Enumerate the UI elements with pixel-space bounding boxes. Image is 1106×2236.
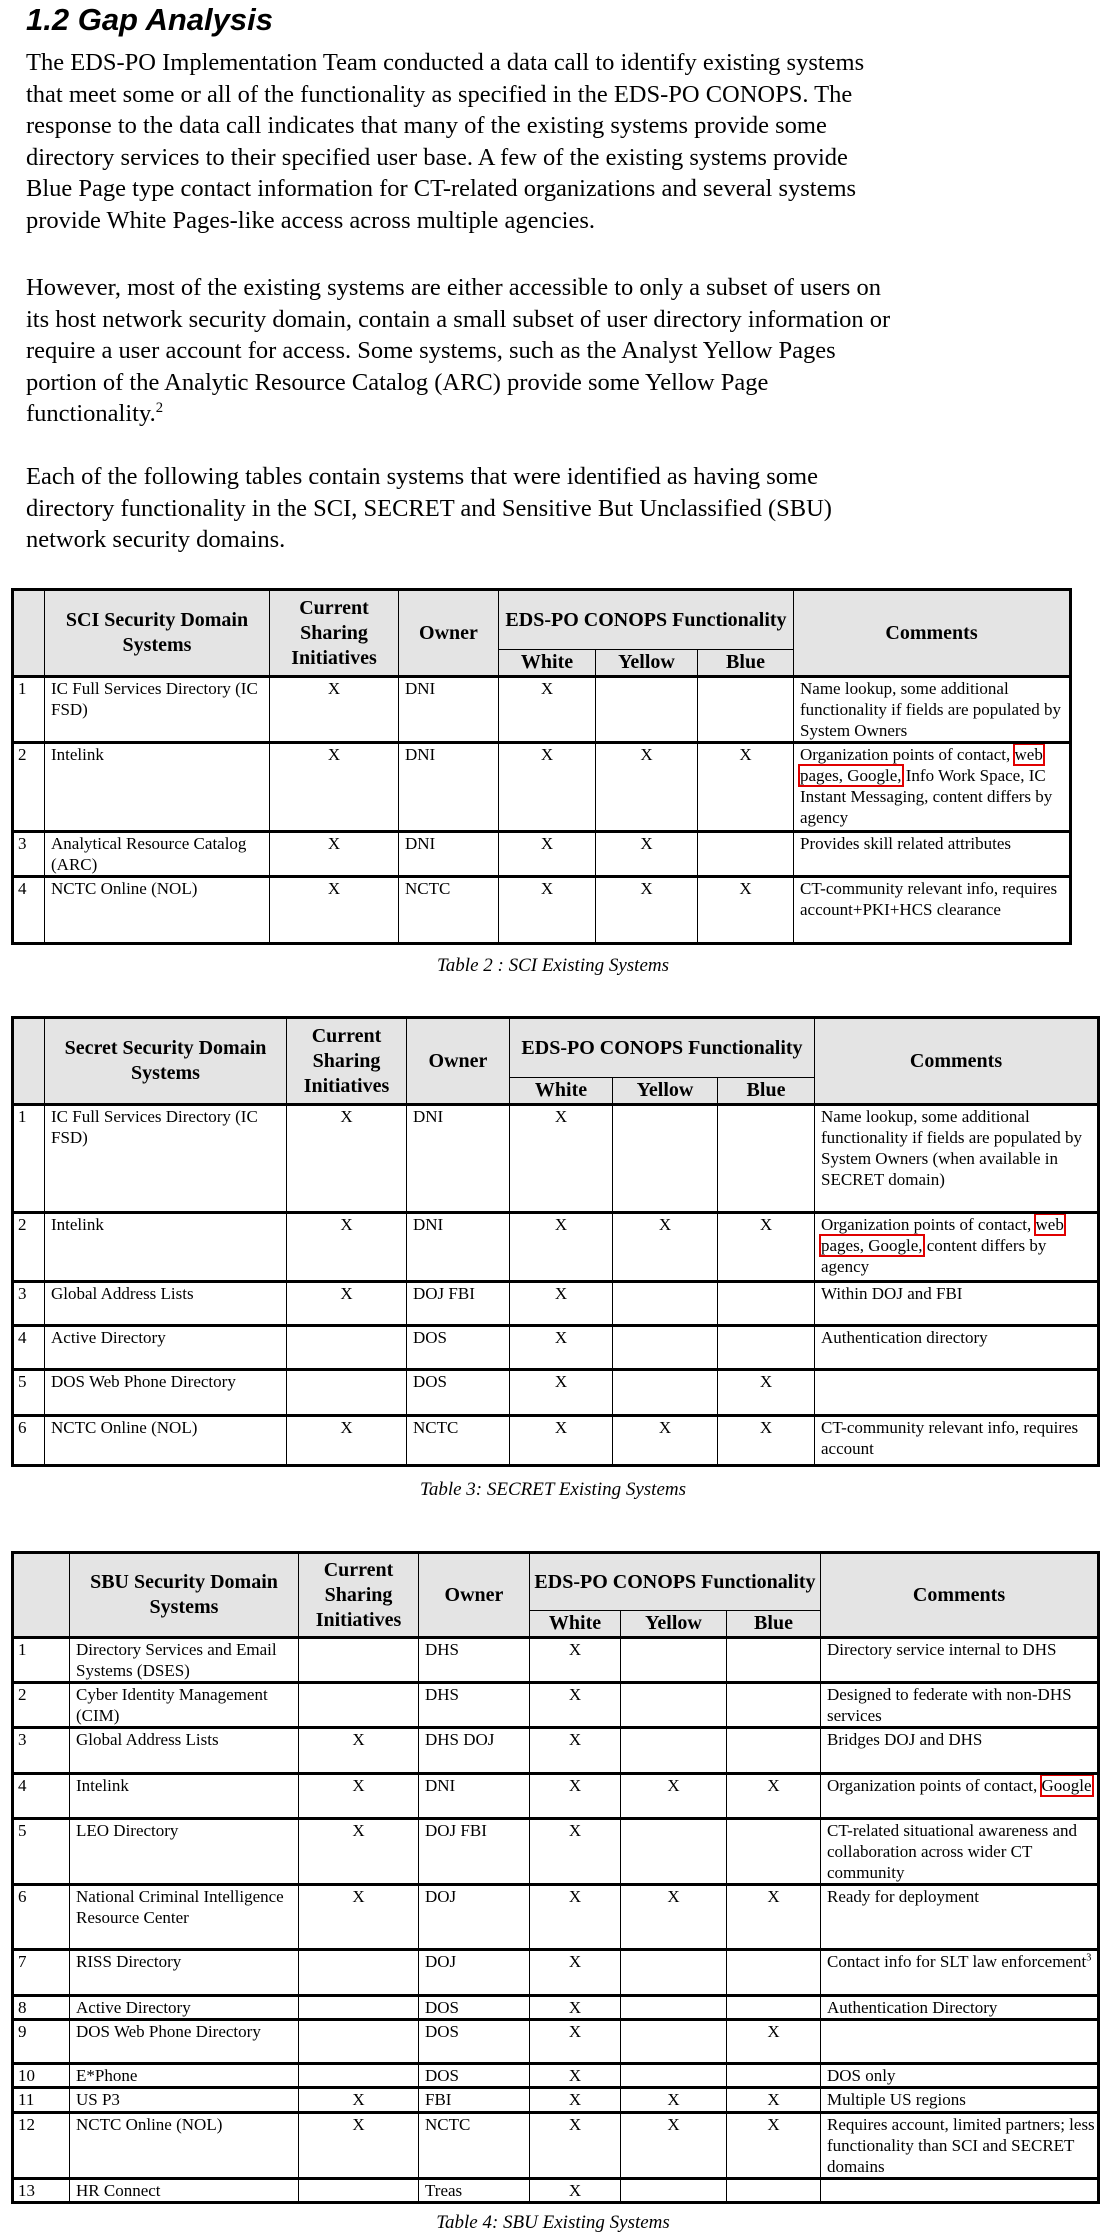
body-paragraph — [26, 461, 832, 556]
header-white: White — [499, 650, 596, 677]
owner: DOJ FBI — [419, 1819, 530, 1885]
comment — [821, 1774, 1099, 1819]
owner: DNI — [399, 743, 499, 832]
sharing-mark: X — [270, 832, 399, 877]
yellow-mark: X — [621, 2113, 727, 2179]
paragraph-line — [26, 205, 864, 237]
comment-text: Within DOJ and FBI — [821, 1284, 963, 1303]
yellow-mark — [621, 1728, 727, 1774]
blue-mark: X — [727, 1774, 821, 1819]
table-row — [13, 1282, 1099, 1326]
systems-table — [11, 1551, 1100, 2204]
row-number: 1 — [13, 677, 45, 743]
blue-mark — [727, 1683, 821, 1728]
system-name: LEO Directory — [70, 1819, 299, 1885]
blue-mark: X — [718, 1416, 815, 1466]
table-caption: Table 3: SECRET Existing Systems — [420, 1479, 686, 1500]
sharing-mark: X — [270, 877, 399, 944]
paragraph-line — [26, 47, 864, 79]
system-name: Active Directory — [45, 1326, 287, 1370]
blue-mark: X — [727, 2020, 821, 2064]
table-row — [13, 2113, 1099, 2179]
row-number: 1 — [13, 1105, 45, 1213]
comment — [821, 2064, 1099, 2088]
yellow-mark: X — [613, 1416, 718, 1466]
line-text: The EDS-PO Implementation Team conducted a data call to identify existing systems — [26, 49, 865, 76]
blue-mark: X — [727, 2088, 821, 2113]
owner: DNI — [419, 1774, 530, 1819]
white-mark: X — [499, 832, 596, 877]
system-name: E*Phone — [70, 2064, 299, 2088]
header-white: White — [530, 1611, 621, 1638]
comment-text: Directory service internal to DHS — [827, 1640, 1057, 1659]
comment-text: Contact info for SLT law enforcement — [827, 1952, 1087, 1971]
white-mark: X — [530, 2064, 621, 2088]
system-name: Directory Services and Email Systems (DSES) — [70, 1638, 299, 1683]
line-text: functionality. — [26, 400, 156, 427]
blue-mark — [727, 1819, 821, 1885]
yellow-mark — [621, 1996, 727, 2020]
yellow-mark: X — [596, 832, 698, 877]
yellow-mark — [621, 2020, 727, 2064]
table-row — [13, 1370, 1099, 1416]
sharing-mark — [299, 1950, 419, 1996]
blue-mark: X — [698, 877, 794, 944]
row-number: 3 — [13, 832, 45, 877]
system-name: HR Connect — [70, 2179, 299, 2203]
white-mark: X — [530, 1683, 621, 1728]
blue-mark — [718, 1105, 815, 1213]
comment — [821, 2088, 1099, 2113]
header-sharing: Current Sharing Initiatives — [287, 1018, 407, 1105]
comment-text: Bridges DOJ and DHS — [827, 1730, 983, 1749]
sharing-mark: X — [287, 1105, 407, 1213]
table-row — [13, 1819, 1099, 1885]
comment — [815, 1416, 1099, 1466]
yellow-mark — [613, 1326, 718, 1370]
blue-mark: X — [718, 1370, 815, 1416]
white-mark: X — [510, 1416, 613, 1466]
paragraph-line — [26, 79, 864, 111]
yellow-mark: X — [621, 2088, 727, 2113]
comment-text: Organization points of contact, — [800, 745, 1015, 764]
row-number: 2 — [13, 1213, 45, 1282]
table-row — [13, 2088, 1099, 2113]
owner: DOJ FBI — [407, 1282, 510, 1326]
paragraph-line — [26, 493, 832, 525]
header-blue: Blue — [727, 1611, 821, 1638]
yellow-mark — [613, 1370, 718, 1416]
header-yellow: Yellow — [596, 650, 698, 677]
paragraph-line — [26, 398, 890, 430]
table-row — [13, 2179, 1099, 2203]
table-row — [13, 1416, 1099, 1466]
sharing-mark: X — [299, 1774, 419, 1819]
system-name: Global Address Lists — [70, 1728, 299, 1774]
owner: DOS — [407, 1326, 510, 1370]
system-name: Intelink — [45, 1213, 287, 1282]
comment — [821, 1819, 1099, 1885]
owner: Treas — [419, 2179, 530, 2203]
system-name: RISS Directory — [70, 1950, 299, 1996]
table-row — [13, 1950, 1099, 1996]
white-mark: X — [510, 1370, 613, 1416]
header-system: Secret Security Domain Systems — [45, 1018, 287, 1105]
line-text: network security domains. — [26, 526, 286, 553]
line-text: require a user account for access. Some systems, such as the Analyst Yellow Pages — [26, 337, 836, 364]
paragraph-line — [26, 304, 890, 336]
table-row — [13, 743, 1071, 832]
header-blue: Blue — [718, 1078, 815, 1105]
white-mark: X — [530, 1638, 621, 1683]
sharing-mark — [299, 2020, 419, 2064]
yellow-mark — [621, 1638, 727, 1683]
sharing-mark: X — [270, 677, 399, 743]
header-owner: Owner — [399, 590, 499, 677]
sharing-mark: X — [287, 1416, 407, 1466]
header-sharing: Current Sharing Initiatives — [299, 1553, 419, 1638]
owner: DNI — [399, 677, 499, 743]
sharing-mark: X — [270, 743, 399, 832]
white-mark: X — [530, 2113, 621, 2179]
table-row — [13, 1105, 1099, 1213]
paragraph-line — [26, 367, 890, 399]
line-text: portion of the Analytic Resource Catalog (ARC) provide some Yellow Page — [26, 368, 769, 396]
white-mark: X — [510, 1213, 613, 1282]
table-caption: Table 2 : SCI Existing Systems — [436, 955, 670, 976]
comment — [821, 1996, 1099, 2020]
line-text: Each of the following tables contain systems that were identified as having some — [26, 463, 818, 490]
blue-mark — [698, 832, 794, 877]
comment — [821, 2113, 1099, 2179]
blue-mark — [727, 2179, 821, 2203]
system-name: National Criminal Intelligence Resource Center — [70, 1885, 299, 1950]
owner: NCTC — [407, 1416, 510, 1466]
yellow-mark — [621, 1819, 727, 1885]
comment-text: Multiple US regions — [827, 2090, 966, 2109]
white-mark: X — [530, 1885, 621, 1950]
comment-text: Authentication directory — [821, 1328, 988, 1347]
blue-mark: X — [718, 1213, 815, 1282]
blue-mark — [727, 1728, 821, 1774]
line-text: its host network security domain, contain a small subset of user directory information or — [26, 305, 891, 333]
header-comments: Comments — [794, 590, 1071, 677]
blue-mark: X — [698, 743, 794, 832]
header-blue: Blue — [698, 650, 794, 677]
system-name: IC Full Services Directory (IC FSD) — [45, 1105, 287, 1213]
body-paragraph — [26, 272, 890, 430]
blue-mark — [718, 1282, 815, 1326]
paragraph-line — [26, 110, 864, 142]
sharing-mark — [287, 1326, 407, 1370]
white-mark: X — [510, 1326, 613, 1370]
blue-mark — [727, 2064, 821, 2088]
blue-mark: X — [727, 1885, 821, 1950]
yellow-mark: X — [621, 1885, 727, 1950]
line-text: response to the data call indicates that many of the existing systems provide some — [26, 112, 827, 139]
white-mark: X — [530, 2088, 621, 2113]
comment — [815, 1326, 1099, 1370]
systems-table — [11, 588, 1072, 945]
table-row — [13, 1774, 1099, 1819]
table-row — [13, 677, 1071, 743]
row-number: 5 — [13, 1370, 45, 1416]
sharing-mark: X — [299, 2088, 419, 2113]
header-sharing: Current Sharing Initiatives — [270, 590, 399, 677]
comment — [794, 743, 1071, 832]
comment-text: DOS only — [827, 2066, 896, 2085]
line-text: that meet some or all of the functionality as specified in the EDS-PO CONOPS. The — [26, 80, 853, 108]
sharing-mark: X — [287, 1282, 407, 1326]
table-row — [13, 1996, 1099, 2020]
owner: DNI — [407, 1105, 510, 1213]
comment — [821, 2179, 1099, 2203]
system-name: Analytical Resource Catalog (ARC) — [45, 832, 270, 877]
body-paragraph — [26, 47, 864, 236]
highlighted-text: Google — [1041, 1776, 1092, 1795]
row-number: 6 — [13, 1416, 45, 1466]
yellow-mark — [613, 1105, 718, 1213]
row-number: 10 — [13, 2064, 70, 2088]
line-text: However, most of the existing systems are either accessible to only a subset of users on — [26, 274, 881, 301]
owner: DHS — [419, 1683, 530, 1728]
highlighted-text: web pages, Google, — [821, 1215, 1064, 1255]
owner: NCTC — [399, 877, 499, 944]
white-mark: X — [499, 743, 596, 832]
header-yellow: Yellow — [613, 1078, 718, 1105]
table-row — [13, 1638, 1099, 1683]
comment-text: Info Work Space, IC Instant Messaging, content differs by agency — [800, 766, 1053, 827]
white-mark: X — [510, 1282, 613, 1326]
header-owner: Owner — [419, 1553, 530, 1638]
yellow-mark: X — [596, 743, 698, 832]
header-white: White — [510, 1078, 613, 1105]
system-name: DOS Web Phone Directory — [70, 2020, 299, 2064]
row-number: 1 — [13, 1638, 70, 1683]
header-conops: EDS-PO CONOPS Functionality — [510, 1018, 815, 1078]
system-name: NCTC Online (NOL) — [70, 2113, 299, 2179]
row-number: 3 — [13, 1282, 45, 1326]
row-number: 2 — [13, 1683, 70, 1728]
owner: DHS DOJ — [419, 1728, 530, 1774]
comment-text: Name lookup, some additional functionality if fields are populated by System Owners — [800, 679, 1062, 740]
footnote-ref[interactable]: 3 — [1086, 1952, 1092, 1964]
yellow-mark — [596, 677, 698, 743]
comment-text: CT-related situational awareness and collaboration across wider CT community — [827, 1821, 1078, 1882]
table-row — [13, 1728, 1099, 1774]
paragraph-line — [26, 272, 890, 304]
row-number: 11 — [13, 2088, 70, 2113]
yellow-mark — [613, 1282, 718, 1326]
white-mark: X — [510, 1105, 613, 1213]
white-mark: X — [530, 1774, 621, 1819]
paragraph-line — [26, 524, 832, 556]
system-name: IC Full Services Directory (IC FSD) — [45, 677, 270, 743]
comment — [794, 832, 1071, 877]
table-row — [13, 1213, 1099, 1282]
yellow-mark — [621, 2179, 727, 2203]
section-title: 1.2 Gap Analysis — [26, 2, 273, 37]
owner: DOS — [419, 1996, 530, 2020]
comment — [821, 1728, 1099, 1774]
yellow-mark — [621, 2064, 727, 2088]
comment — [821, 1638, 1099, 1683]
yellow-mark: X — [613, 1213, 718, 1282]
comment-text: content differs by agency — [821, 1236, 1047, 1276]
paragraph-line — [26, 173, 864, 205]
row-number: 2 — [13, 743, 45, 832]
yellow-mark — [621, 1683, 727, 1728]
comment-text: Provides skill related attributes — [800, 834, 1012, 853]
sharing-mark — [299, 1683, 419, 1728]
sharing-mark — [299, 1638, 419, 1683]
line-text: directory services to their specified user base. A few of the existing systems provide — [26, 143, 848, 171]
owner: DNI — [399, 832, 499, 877]
header-conops: EDS-PO CONOPS Functionality — [499, 590, 794, 650]
comment — [821, 2020, 1099, 2064]
blue-mark — [718, 1326, 815, 1370]
white-mark: X — [530, 2179, 621, 2203]
blue-mark — [698, 677, 794, 743]
table-row — [13, 832, 1071, 877]
comment-text: Name lookup, some additional functionality if fields are populated by System Owners (when available in SECRET domain) — [821, 1107, 1083, 1189]
table-row — [13, 2020, 1099, 2064]
sharing-mark: X — [287, 1213, 407, 1282]
comment — [821, 1683, 1099, 1728]
paragraph-line — [26, 335, 890, 367]
header-number — [13, 590, 45, 677]
system-name: Intelink — [45, 743, 270, 832]
header-system: SBU Security Domain Systems — [70, 1553, 299, 1638]
header-owner: Owner — [407, 1018, 510, 1105]
comment-text: CT-community relevant info, requires account — [821, 1418, 1079, 1458]
comment-text: Authentication Directory — [827, 1998, 998, 2017]
system-name: DOS Web Phone Directory — [45, 1370, 287, 1416]
header-conops: EDS-PO CONOPS Functionality — [530, 1553, 821, 1611]
row-number: 7 — [13, 1950, 70, 1996]
row-number: 5 — [13, 1819, 70, 1885]
sharing-mark: X — [299, 1819, 419, 1885]
row-number: 9 — [13, 2020, 70, 2064]
white-mark: X — [530, 1819, 621, 1885]
sharing-mark — [287, 1370, 407, 1416]
yellow-mark — [621, 1950, 727, 1996]
row-number: 12 — [13, 2113, 70, 2179]
owner: DNI — [407, 1213, 510, 1282]
header-yellow: Yellow — [621, 1611, 727, 1638]
comment-text: CT-community relevant info, requires account+PKI+HCS clearance — [800, 879, 1058, 919]
system-name: Intelink — [70, 1774, 299, 1819]
white-mark: X — [530, 2020, 621, 2064]
system-name: Active Directory — [70, 1996, 299, 2020]
header-comments: Comments — [815, 1018, 1099, 1105]
blue-mark — [727, 1638, 821, 1683]
comment — [815, 1370, 1099, 1416]
footnote-ref[interactable]: 2 — [155, 399, 164, 416]
system-name: NCTC Online (NOL) — [45, 1416, 287, 1466]
system-name: NCTC Online (NOL) — [45, 877, 270, 944]
paragraph-line — [26, 461, 832, 493]
row-number: 4 — [13, 877, 45, 944]
owner: DHS — [419, 1638, 530, 1683]
comment — [815, 1282, 1099, 1326]
comment — [794, 877, 1071, 944]
line-text: provide White Pages-like access across multiple agencies. — [26, 206, 595, 234]
table-caption: Table 4: SBU Existing Systems — [436, 2212, 670, 2233]
table-row — [13, 1326, 1099, 1370]
owner: FBI — [419, 2088, 530, 2113]
table-row — [13, 1683, 1099, 1728]
owner: NCTC — [419, 2113, 530, 2179]
white-mark: X — [530, 1950, 621, 1996]
sharing-mark: X — [299, 2113, 419, 2179]
blue-mark: X — [727, 2113, 821, 2179]
line-text: Blue Page type contact information for CT-related organizations and several systems — [26, 175, 857, 202]
header-number — [13, 1553, 70, 1638]
sharing-mark — [299, 2064, 419, 2088]
blue-mark — [727, 1950, 821, 1996]
owner: DOS — [419, 2064, 530, 2088]
white-mark: X — [499, 877, 596, 944]
row-number: 3 — [13, 1728, 70, 1774]
system-name: Global Address Lists — [45, 1282, 287, 1326]
row-number: 13 — [13, 2179, 70, 2203]
system-name: US P3 — [70, 2088, 299, 2113]
table-row — [13, 2064, 1099, 2088]
systems-table — [11, 1016, 1100, 1467]
comment — [821, 1950, 1099, 1996]
comment-text: Organization points of contact, — [821, 1215, 1036, 1234]
yellow-mark: X — [621, 1774, 727, 1819]
system-name: Cyber Identity Management (CIM) — [70, 1683, 299, 1728]
comment-text: Requires account, limited partners; less functionality than SCI and SECRET domains — [827, 2115, 1095, 2176]
comment — [815, 1213, 1099, 1282]
sharing-mark: X — [299, 1885, 419, 1950]
sharing-mark: X — [299, 1728, 419, 1774]
sharing-mark — [299, 2179, 419, 2203]
row-number: 6 — [13, 1885, 70, 1950]
comment-text: Organization points of contact, — [827, 1776, 1042, 1795]
sharing-mark — [299, 1996, 419, 2020]
owner: DOJ — [419, 1950, 530, 1996]
paragraph-line — [26, 142, 864, 174]
owner: DOJ — [419, 1885, 530, 1950]
white-mark: X — [530, 1996, 621, 2020]
row-number: 8 — [13, 1996, 70, 2020]
white-mark: X — [499, 677, 596, 743]
highlighted-text: web pages, Google, — [800, 745, 1043, 785]
table-row — [13, 1885, 1099, 1950]
row-number: 4 — [13, 1326, 45, 1370]
owner: DOS — [407, 1370, 510, 1416]
line-text: directory functionality in the SCI, SECRET and Sensitive But Unclassified (SBU) — [26, 494, 832, 522]
header-comments: Comments — [821, 1553, 1099, 1638]
blue-mark — [727, 1996, 821, 2020]
comment — [794, 677, 1071, 743]
white-mark: X — [530, 1728, 621, 1774]
row-number: 4 — [13, 1774, 70, 1819]
header-system: SCI Security Domain Systems — [45, 590, 270, 677]
comment-text: Designed to federate with non-DHS services — [827, 1685, 1072, 1725]
table-row — [13, 877, 1071, 944]
comment — [815, 1105, 1099, 1213]
comment — [821, 1885, 1099, 1950]
header-number — [13, 1018, 45, 1105]
owner: DOS — [419, 2020, 530, 2064]
comment-text: Ready for deployment — [827, 1887, 980, 1906]
yellow-mark: X — [596, 877, 698, 944]
